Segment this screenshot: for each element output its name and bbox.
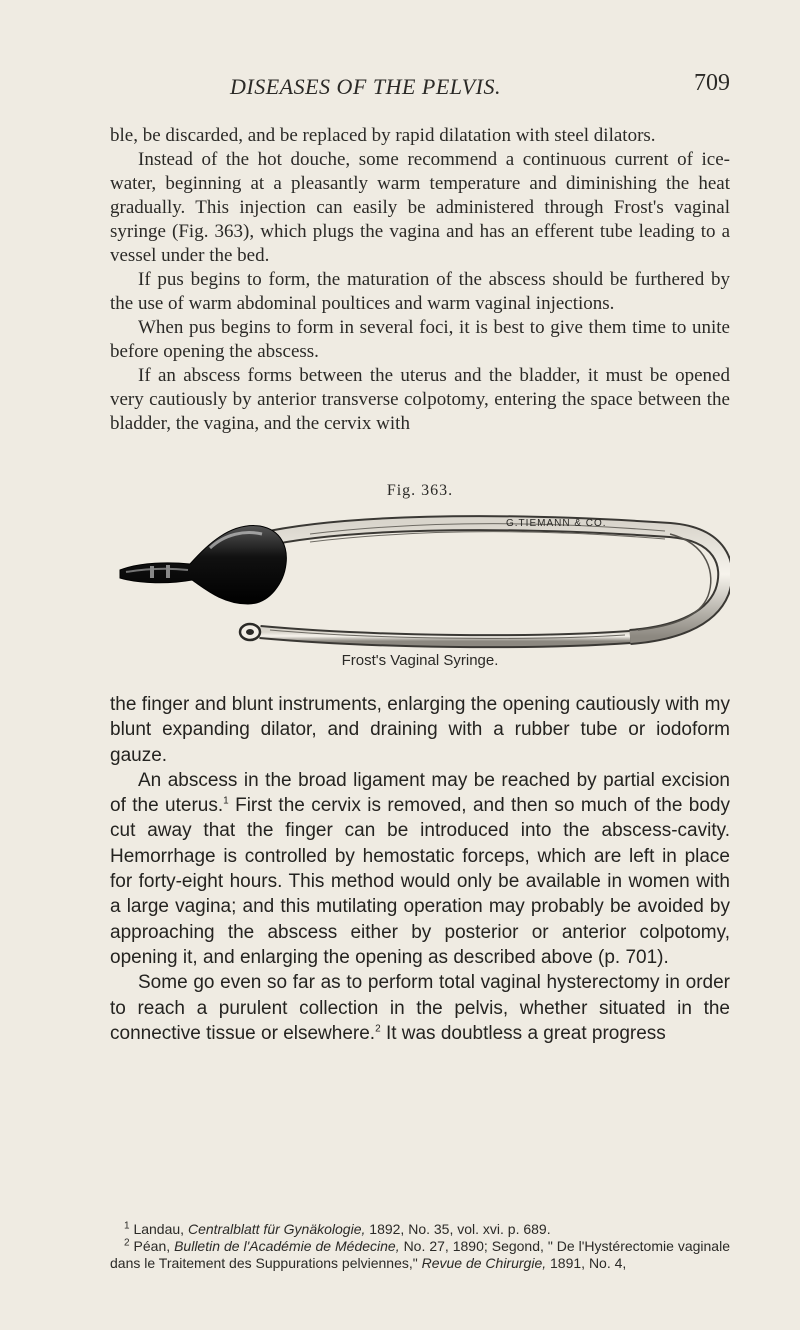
paragraph-text: Some go even so far as to perform total vaginal hysterectomy in order to reach a purulent collection in the pelvis, whether situated in the connective tissue or elsewhere. bbox=[110, 972, 730, 1044]
paragraph bbox=[110, 768, 730, 970]
footnote-text: Landau, bbox=[133, 1221, 188, 1237]
paragraph bbox=[110, 692, 730, 768]
paragraph-text: It was doubtless a great progress bbox=[385, 1022, 666, 1044]
footnote-marker: 2 bbox=[124, 1237, 130, 1249]
paragraph: ble, be discarded, and be replaced by rapid dilatation with steel dilators. bbox=[110, 125, 656, 146]
footnote-text: 1891, No. 4, bbox=[546, 1255, 627, 1271]
paragraph: If an abscess forms between the uterus and the bladder, it must be opened very cautiously by anterior transverse colpotomy, entering the space between the bladder, the vagina, and the cervix with bbox=[110, 365, 730, 434]
paragraph: If pus begins to form, the maturation of the abscess should be furthered by the use of warm abdominal poultices and warm vaginal injections. bbox=[110, 269, 730, 314]
figure-caption: Frost's Vaginal Syringe. bbox=[341, 652, 499, 669]
paragraph: When pus begins to form in several foci, it is best to give them time to unite before opening the abscess. bbox=[110, 317, 730, 362]
footnote-text: 1892, No. 35, vol. xvi. p. 689. bbox=[365, 1221, 551, 1237]
syringe-bulb bbox=[120, 526, 286, 604]
page-number: 709 bbox=[694, 70, 730, 96]
paragraph-text: First the cervix is removed, and then so much of the body cut away that the finger can be introduced into the abscess-cavity. Hemorrhage is controlled by hemostatic forceps, which are left in place for forty-eight hours. This method would only be available in women with a large vagina; and this mutilating operation may probably be avoided by approaching the abscess either by posterior or anterior colpotomy, opening it, and enlarging the opening as described above (p. 701). bbox=[110, 795, 731, 968]
footnote-text: Péan, bbox=[133, 1238, 175, 1254]
footnote-1 bbox=[110, 1221, 730, 1238]
footnote-journal: Bulletin de l'Académie de Médecine, bbox=[174, 1238, 400, 1254]
maker-mark: G.TIEMANN & CO. bbox=[506, 518, 607, 529]
body-text-bottom bbox=[110, 692, 730, 1046]
footnote-ref[interactable]: 2 bbox=[375, 1023, 381, 1035]
running-title: DISEASES OF THE PELVIS. bbox=[230, 74, 501, 99]
figure-363 bbox=[110, 482, 730, 672]
paragraph bbox=[110, 970, 730, 1046]
paragraph-text: An abscess in the broad ligament may be reached by partial excision of the uterus. bbox=[110, 769, 730, 817]
footnote-journal: Revue de Chirurgie, bbox=[421, 1255, 547, 1271]
paragraph: Instead of the hot douche, some recommend a continuous current of ice-water, beginning at a pleasantly warm temperature and diminishing the heat gradually. This injection can easily be administered through Frost's vaginal syringe (Fig. 363), which plugs the vagina and has an efferent tube leading to a vessel under the bed. bbox=[110, 149, 730, 266]
footnote-marker: 1 bbox=[124, 1220, 130, 1232]
footnotes bbox=[110, 1221, 730, 1272]
footnote-ref[interactable]: 1 bbox=[223, 795, 229, 807]
syringe-illustration bbox=[110, 504, 730, 654]
paragraph-text: the finger and blunt instruments, enlarging the opening cautiously with my blunt expanding dilator, and draining with a rubber tube or iodoform gauze. bbox=[110, 694, 730, 766]
footnote-2 bbox=[110, 1238, 730, 1272]
figure-label: Fig. 363. bbox=[386, 482, 454, 499]
footnote-journal: Centralblatt für Gynäkologie, bbox=[187, 1221, 366, 1237]
body-text-top bbox=[110, 124, 730, 436]
page-header bbox=[110, 70, 730, 110]
footnote-text: No. 27, 1890; Segond, " De l'Hystérectomie vaginale dans le Traitement des Suppurations pelviennes," bbox=[110, 1238, 730, 1271]
